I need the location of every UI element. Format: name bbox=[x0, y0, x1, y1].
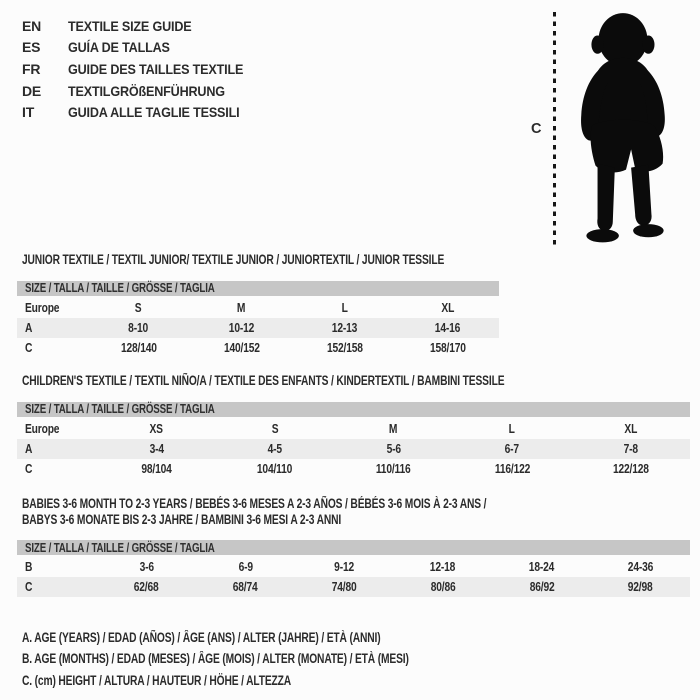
babies-size-table bbox=[17, 540, 690, 597]
row-label: A bbox=[17, 439, 97, 459]
language-row-fr bbox=[22, 58, 263, 80]
cell: 3-4 bbox=[97, 439, 216, 459]
footnote-b: B. AGE (MONTHS) / EDAD (MESES) / ÂGE (MOIS) / ALTER (MONATE) / ETÀ (MESI) bbox=[22, 651, 409, 667]
childrens-textile-section bbox=[17, 373, 690, 479]
language-code: EN bbox=[22, 17, 42, 34]
cell: 92/98 bbox=[591, 577, 690, 597]
cell: 14-16 bbox=[396, 318, 499, 338]
language-label: GUÍA DE TALLAS bbox=[68, 39, 170, 56]
cell: 4-5 bbox=[216, 439, 335, 459]
row-label: C bbox=[17, 577, 97, 597]
table-row-height bbox=[17, 459, 690, 479]
height-dotted-line bbox=[553, 12, 556, 248]
language-row-it bbox=[22, 101, 263, 123]
cell: XL bbox=[624, 421, 638, 436]
cell: XS bbox=[149, 421, 163, 436]
cell: 3-6 bbox=[139, 560, 154, 575]
language-label: TEXTILGRÖßENFÜHRUNG bbox=[68, 82, 225, 99]
row-label: B bbox=[25, 560, 33, 575]
cell: 6-9 bbox=[238, 560, 253, 575]
size-table-header: SIZE / TALLA / TAILLE / GRÖSSE / TAGLIA bbox=[17, 281, 499, 298]
language-label: GUIDE DES TAILLES TEXTILE bbox=[68, 60, 244, 77]
language-code: IT bbox=[22, 104, 35, 121]
row-label: C bbox=[25, 461, 33, 476]
cell: 158/170 bbox=[429, 340, 466, 355]
language-row-es bbox=[22, 37, 263, 59]
table-row-age bbox=[17, 318, 499, 338]
footnote-a: A. AGE (YEARS) / EDAD (AÑOS) / ÂGE (ANS) / ALTER (JAHRE) / ETÀ (ANNI) bbox=[22, 630, 381, 645]
cell: 140/152 bbox=[223, 340, 260, 355]
cell: 7-8 bbox=[571, 439, 690, 459]
cell: 12-18 bbox=[430, 560, 456, 575]
cell: 12-13 bbox=[293, 318, 396, 338]
cell: L bbox=[509, 421, 516, 436]
cell: 6-7 bbox=[453, 439, 572, 459]
section-title-children: CHILDREN'S TEXTILE / TEXTIL NIÑO/A / TEXTILE DES ENFANTS / KINDERTEXTIL / BAMBINI TESSILE bbox=[22, 373, 505, 388]
footnote-c: C. (cm) HEIGHT / ALTURA / HAUTEUR / HÖHE / ALTEZZA bbox=[22, 672, 292, 688]
junior-textile-section bbox=[17, 252, 499, 358]
section-title-babies-line2: BABYS 3-6 MONATE BIS 2-3 JAHRE / BAMBINI 3-6 MESI A 2-3 ANNI bbox=[22, 511, 342, 527]
height-marker-label: C bbox=[531, 121, 542, 137]
cell: 110/116 bbox=[376, 461, 411, 476]
children-size-table bbox=[17, 402, 690, 479]
cell: 18-24 bbox=[529, 560, 555, 575]
cell: 68/74 bbox=[196, 577, 295, 597]
row-label: A bbox=[17, 318, 87, 338]
cell: M bbox=[237, 300, 246, 315]
size-table-header: SIZE / TALLA / TAILLE / GRÖSSE / TAGLIA bbox=[17, 402, 690, 419]
junior-size-table bbox=[17, 281, 499, 358]
table-row-age-months bbox=[17, 557, 690, 577]
cell: L bbox=[341, 300, 348, 315]
cell: 62/68 bbox=[97, 577, 196, 597]
cell: 5-6 bbox=[334, 439, 453, 459]
language-code: FR bbox=[22, 60, 41, 77]
cell: 9-12 bbox=[334, 560, 354, 575]
section-title-junior: JUNIOR TEXTILE / TEXTIL JUNIOR/ TEXTILE JUNIOR / JUNIORTEXTIL / JUNIOR TESSILE bbox=[22, 252, 445, 267]
language-row-en bbox=[22, 15, 263, 37]
language-code: DE bbox=[22, 82, 42, 99]
cell: 24-36 bbox=[627, 560, 654, 575]
language-row-de bbox=[22, 80, 263, 102]
row-label: C bbox=[25, 340, 33, 355]
cell: 74/80 bbox=[295, 577, 394, 597]
language-list bbox=[22, 15, 263, 123]
cell: S bbox=[135, 300, 142, 315]
cell: 80/86 bbox=[393, 577, 492, 597]
table-row-height bbox=[17, 338, 499, 358]
cell: 10-12 bbox=[190, 318, 293, 338]
toddler-silhouette-icon bbox=[564, 11, 686, 245]
size-table-header: SIZE / TALLA / TAILLE / GRÖSSE / TAGLIA bbox=[17, 540, 690, 557]
language-label: GUIDA ALLE TAGLIE TESSILI bbox=[68, 104, 240, 121]
table-row-europe bbox=[17, 419, 690, 439]
row-label: Europe bbox=[25, 300, 60, 315]
cell: 8-10 bbox=[87, 318, 190, 338]
cell: 122/128 bbox=[612, 461, 649, 476]
cell: M bbox=[389, 421, 398, 436]
cell: 128/140 bbox=[120, 340, 157, 355]
babies-textile-section bbox=[17, 496, 690, 597]
cell: S bbox=[271, 421, 279, 436]
language-code: ES bbox=[22, 39, 41, 56]
row-label: Europe bbox=[25, 421, 60, 436]
language-label: TEXTILE SIZE GUIDE bbox=[68, 17, 192, 34]
table-row-age bbox=[17, 439, 690, 459]
table-row-height bbox=[17, 577, 690, 597]
cell: 152/158 bbox=[326, 340, 363, 355]
section-title-babies-line1: BABIES 3-6 MONTH TO 2-3 YEARS / BEBÉS 3-6 MESES A 2-3 AÑOS / BÉBÉS 3-6 MOIS À 2-3 ANS / bbox=[22, 496, 487, 511]
cell: 104/110 bbox=[257, 461, 293, 476]
cell: XL bbox=[441, 300, 454, 315]
cell: 116/122 bbox=[494, 461, 530, 476]
footnotes bbox=[22, 627, 531, 691]
table-row-europe bbox=[17, 298, 499, 318]
height-figure bbox=[520, 5, 700, 250]
cell: 86/92 bbox=[492, 577, 591, 597]
cell: 98/104 bbox=[141, 461, 172, 476]
